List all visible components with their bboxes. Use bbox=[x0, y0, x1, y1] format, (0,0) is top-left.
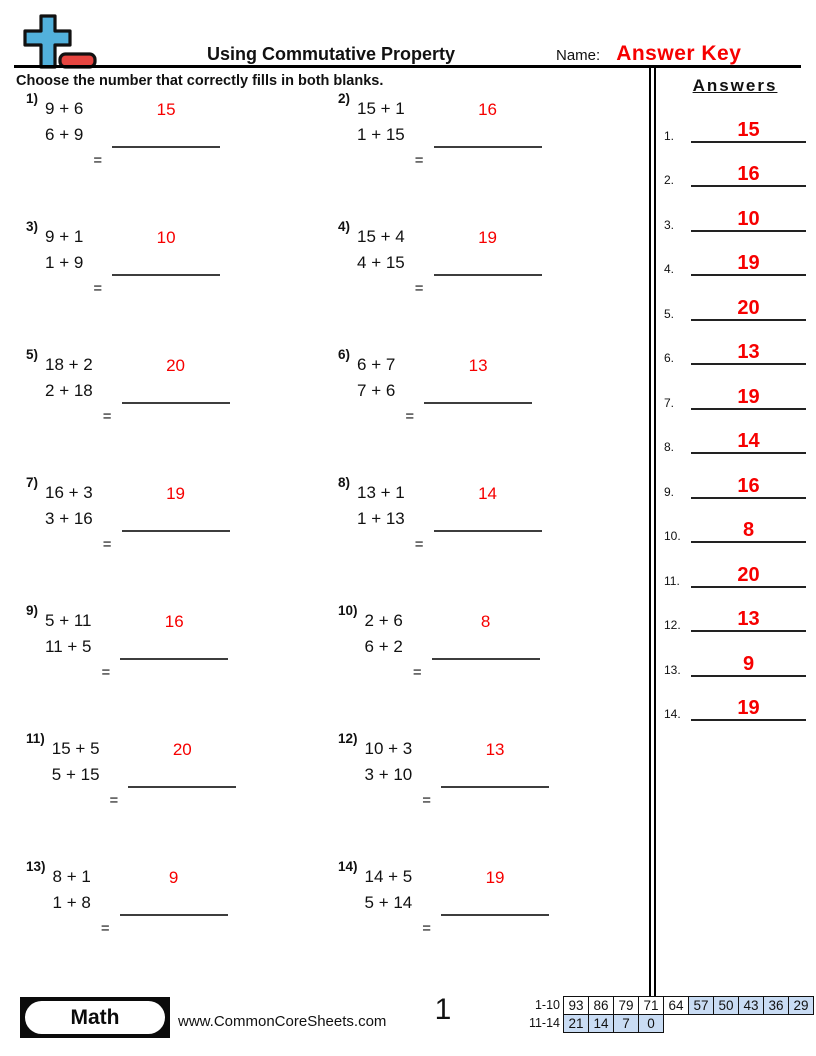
answer-blank bbox=[434, 96, 542, 148]
score-cell: 50 bbox=[713, 996, 739, 1015]
problem-expressions bbox=[45, 96, 83, 148]
problem-12 bbox=[338, 731, 650, 864]
answer-index: 13. bbox=[664, 662, 681, 677]
equals-sign: = bbox=[422, 791, 432, 809]
answer-line bbox=[691, 564, 806, 588]
answer-index: 14. bbox=[664, 707, 681, 721]
problem-expressions bbox=[45, 608, 91, 660]
score-cell: 7 bbox=[613, 1014, 639, 1033]
score-cell: 43 bbox=[738, 996, 764, 1015]
expression-top: 6 + 7 bbox=[357, 355, 396, 374]
answer-value: 15 bbox=[156, 100, 176, 119]
answer-row-5 bbox=[664, 276, 806, 321]
answer-blank bbox=[122, 480, 230, 532]
problem-11 bbox=[26, 731, 338, 864]
problems-grid bbox=[0, 68, 650, 992]
problem-expressions bbox=[365, 608, 403, 660]
name-value: Answer Key bbox=[616, 42, 742, 65]
problem-number: 11) bbox=[26, 731, 45, 746]
problem-13 bbox=[26, 859, 338, 992]
problem-5 bbox=[26, 347, 338, 480]
problem-expressions bbox=[357, 480, 405, 532]
score-cell: 14 bbox=[588, 1014, 614, 1033]
answer-key-value: 8 bbox=[742, 519, 755, 541]
answer-key-value: 9 bbox=[742, 652, 755, 675]
problem-14 bbox=[338, 859, 650, 992]
answer-key-value: 19 bbox=[737, 697, 760, 719]
problem-number: 14) bbox=[338, 859, 358, 874]
equals-sign: = bbox=[102, 535, 112, 553]
answer-blank bbox=[434, 224, 542, 276]
score-cell: 64 bbox=[663, 996, 689, 1015]
answers-title: Answers bbox=[692, 76, 778, 95]
expression-top: 15 + 5 bbox=[51, 739, 100, 758]
score-cell: 21 bbox=[563, 1014, 589, 1033]
equals-sign: = bbox=[405, 407, 415, 425]
answer-row-3 bbox=[664, 187, 806, 232]
problem-6 bbox=[338, 347, 650, 480]
problem-expressions bbox=[357, 96, 405, 148]
score-cell: 0 bbox=[638, 1014, 664, 1033]
answer-blank bbox=[120, 864, 228, 916]
answer-value: 19 bbox=[166, 484, 185, 503]
answer-line bbox=[691, 341, 806, 365]
subject-badge bbox=[20, 997, 170, 1038]
expression-top: 9 + 6 bbox=[45, 99, 84, 118]
subject-badge-pill bbox=[25, 1001, 165, 1034]
answer-value: 9 bbox=[168, 868, 179, 887]
score-cell: 86 bbox=[588, 996, 614, 1015]
equals-sign: = bbox=[414, 151, 424, 169]
expression-top: 8 + 1 bbox=[52, 867, 91, 886]
answer-index: 2. bbox=[664, 173, 675, 187]
problem-expressions bbox=[45, 480, 93, 532]
answer-value: 10 bbox=[156, 228, 176, 247]
expression-bottom: 5 + 14 bbox=[364, 893, 413, 912]
expression-top: 10 + 3 bbox=[364, 739, 413, 758]
answer-key-value: 13 bbox=[737, 608, 760, 630]
answer-value: 14 bbox=[478, 484, 497, 503]
answer-row-13 bbox=[664, 632, 806, 677]
answer-value: 16 bbox=[164, 612, 184, 631]
answer-line bbox=[691, 653, 806, 677]
answer-row-1 bbox=[664, 98, 806, 143]
problem-number: 1) bbox=[26, 91, 39, 106]
equals-sign: = bbox=[93, 279, 103, 297]
answer-key-value: 16 bbox=[737, 474, 760, 497]
answer-index: 4. bbox=[664, 262, 675, 276]
answer-index: 10. bbox=[664, 529, 681, 543]
answer-blank bbox=[120, 608, 228, 660]
answer-index: 1. bbox=[664, 128, 675, 143]
expression-top: 13 + 1 bbox=[357, 483, 405, 502]
answer-line bbox=[691, 297, 806, 321]
answer-index: 11. bbox=[664, 573, 680, 588]
problem-expressions bbox=[357, 352, 395, 404]
answer-value: 13 bbox=[468, 356, 488, 375]
answer-value: 20 bbox=[172, 740, 192, 759]
expression-bottom: 3 + 16 bbox=[45, 509, 93, 528]
expression-top: 18 + 2 bbox=[45, 355, 93, 374]
answer-key-value: 20 bbox=[737, 563, 760, 586]
name-block bbox=[556, 42, 741, 66]
answer-value: 19 bbox=[478, 228, 497, 247]
score-table bbox=[520, 996, 814, 1033]
expression-top: 15 + 1 bbox=[357, 99, 405, 118]
answer-row-11 bbox=[664, 543, 806, 588]
expression-top: 16 + 3 bbox=[45, 483, 93, 502]
equals-sign: = bbox=[102, 407, 112, 425]
name-label: Name: bbox=[556, 47, 601, 64]
problem-number: 13) bbox=[26, 859, 46, 874]
expression-top: 9 + 1 bbox=[45, 227, 84, 246]
equals-sign: = bbox=[414, 535, 424, 553]
answer-blank bbox=[432, 608, 540, 660]
problem-number: 4) bbox=[338, 219, 351, 234]
expression-top: 2 + 6 bbox=[364, 611, 403, 630]
score-cell: 29 bbox=[788, 996, 814, 1015]
answer-key-value: 19 bbox=[737, 385, 760, 408]
answer-line bbox=[691, 475, 806, 499]
answer-row-4 bbox=[664, 232, 806, 277]
answer-value: 13 bbox=[485, 740, 505, 759]
answer-row-9 bbox=[664, 454, 806, 499]
equals-sign: = bbox=[414, 279, 424, 297]
answer-value: 8 bbox=[480, 612, 491, 631]
answer-blank bbox=[122, 352, 230, 404]
problem-number: 6) bbox=[338, 347, 351, 362]
problem-expressions bbox=[45, 352, 93, 404]
answer-row-6 bbox=[664, 321, 806, 366]
expression-bottom: 1 + 8 bbox=[52, 893, 91, 912]
problem-4 bbox=[338, 219, 650, 352]
answer-row-2 bbox=[664, 143, 806, 188]
problem-number: 9) bbox=[26, 603, 39, 618]
answer-key-value: 19 bbox=[737, 252, 760, 274]
answer-blank bbox=[434, 480, 542, 532]
problem-number: 3) bbox=[26, 219, 39, 234]
problem-number: 7) bbox=[26, 475, 39, 490]
problem-number: 12) bbox=[338, 731, 358, 746]
answer-index: 12. bbox=[664, 618, 681, 632]
vertical-divider bbox=[649, 68, 656, 996]
answer-row-12 bbox=[664, 588, 806, 633]
expression-bottom: 4 + 15 bbox=[357, 253, 405, 272]
expression-bottom: 7 + 6 bbox=[357, 381, 396, 400]
score-row-2 bbox=[520, 1014, 814, 1033]
answers-list bbox=[656, 98, 814, 721]
equals-sign: = bbox=[422, 919, 432, 937]
answer-line bbox=[691, 608, 806, 632]
expression-bottom: 2 + 18 bbox=[45, 381, 93, 400]
problem-1 bbox=[26, 91, 338, 224]
problem-expressions bbox=[53, 864, 91, 916]
equals-sign: = bbox=[412, 663, 422, 681]
problem-3 bbox=[26, 219, 338, 352]
score-cell: 79 bbox=[613, 996, 639, 1015]
score-row-label: 11-14 bbox=[528, 1016, 560, 1030]
equals-sign: = bbox=[93, 151, 103, 169]
score-row-1 bbox=[520, 996, 814, 1015]
problem-number: 10) bbox=[338, 603, 358, 618]
problem-number: 2) bbox=[338, 91, 351, 106]
score-cell: 93 bbox=[563, 996, 589, 1015]
problem-expressions bbox=[52, 736, 100, 788]
expression-bottom: 11 + 5 bbox=[45, 637, 92, 656]
answer-value: 16 bbox=[478, 100, 497, 119]
expression-bottom: 1 + 13 bbox=[357, 509, 405, 528]
answer-line bbox=[691, 386, 806, 410]
answer-line bbox=[691, 208, 806, 232]
answer-index: 3. bbox=[664, 217, 675, 232]
answers-panel bbox=[656, 68, 814, 721]
instruction-text: Choose the number that correctly fills in both blanks. bbox=[16, 73, 384, 89]
answer-line bbox=[691, 163, 806, 187]
equals-sign: = bbox=[101, 663, 111, 681]
expression-top: 14 + 5 bbox=[364, 867, 413, 886]
answer-blank bbox=[441, 736, 549, 788]
expression-bottom: 6 + 2 bbox=[364, 637, 403, 656]
problem-number: 8) bbox=[338, 475, 351, 490]
answer-blank bbox=[424, 352, 532, 404]
website-text: www.CommonCoreSheets.com bbox=[178, 1013, 387, 1030]
answer-line bbox=[691, 430, 806, 454]
equals-sign: = bbox=[109, 791, 119, 809]
answer-line bbox=[691, 697, 806, 721]
problem-expressions bbox=[365, 736, 413, 788]
answer-key-value: 20 bbox=[737, 296, 760, 319]
expression-bottom: 1 + 9 bbox=[45, 253, 84, 272]
answer-line bbox=[691, 252, 806, 276]
page-number: 1 bbox=[434, 993, 452, 1026]
subject-label: Math bbox=[70, 1005, 120, 1029]
answer-index: 8. bbox=[664, 440, 675, 454]
problem-9 bbox=[26, 603, 338, 736]
answer-index: 7. bbox=[664, 395, 675, 410]
page-title: Using Commutative Property bbox=[206, 44, 456, 64]
answer-value: 19 bbox=[485, 868, 505, 887]
expression-bottom: 1 + 15 bbox=[357, 125, 405, 144]
answer-key-value: 13 bbox=[737, 341, 760, 363]
problem-number: 5) bbox=[26, 347, 39, 362]
answer-value: 20 bbox=[166, 356, 185, 375]
answer-blank bbox=[112, 224, 220, 276]
answer-key-value: 14 bbox=[737, 430, 760, 452]
answer-index: 9. bbox=[664, 484, 675, 499]
answer-row-10 bbox=[664, 499, 806, 544]
expression-top: 5 + 11 bbox=[45, 611, 92, 630]
problem-8 bbox=[338, 475, 650, 608]
problem-7 bbox=[26, 475, 338, 608]
problem-2 bbox=[338, 91, 650, 224]
answer-index: 6. bbox=[664, 351, 675, 365]
answer-line bbox=[691, 119, 806, 143]
score-cell: 57 bbox=[688, 996, 714, 1015]
expression-top: 15 + 4 bbox=[357, 227, 405, 246]
problem-10 bbox=[338, 603, 650, 736]
answer-line bbox=[691, 519, 806, 543]
problem-expressions bbox=[45, 224, 83, 276]
answer-blank bbox=[128, 736, 236, 788]
score-cell: 36 bbox=[763, 996, 789, 1015]
answer-key-value: 15 bbox=[737, 118, 760, 141]
expression-bottom: 5 + 15 bbox=[51, 765, 100, 784]
expression-bottom: 3 + 10 bbox=[364, 765, 413, 784]
problem-expressions bbox=[357, 224, 405, 276]
answer-key-value: 10 bbox=[737, 207, 760, 230]
score-row-label: 1-10 bbox=[534, 998, 560, 1012]
answer-row-8 bbox=[664, 410, 806, 455]
expression-bottom: 6 + 9 bbox=[45, 125, 84, 144]
answer-blank bbox=[441, 864, 549, 916]
answer-blank bbox=[112, 96, 220, 148]
answer-row-7 bbox=[664, 365, 806, 410]
equals-sign: = bbox=[100, 919, 110, 937]
answer-key-value: 16 bbox=[737, 163, 760, 185]
answer-index: 5. bbox=[664, 306, 675, 321]
score-cell: 71 bbox=[638, 996, 664, 1015]
answer-row-14 bbox=[664, 677, 806, 722]
problem-expressions bbox=[365, 864, 413, 916]
